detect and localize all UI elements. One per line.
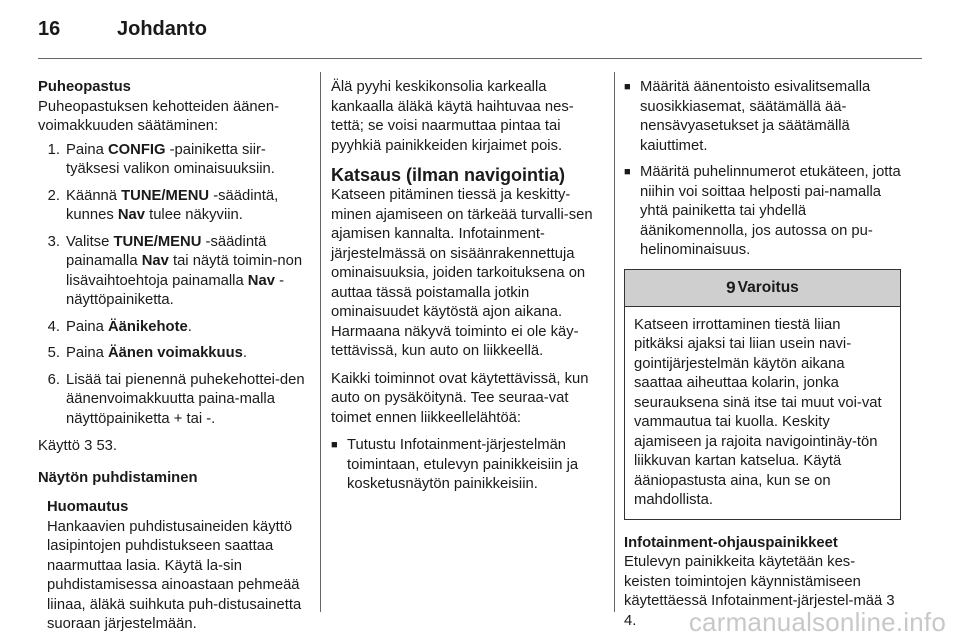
bullet-list [331,436,604,495]
bullet-icon: ■ [624,166,631,178]
page-title: Johdanto [117,18,207,40]
list-item: 4. Paina Äänikehote. [47,318,192,335]
column-2 [331,78,604,503]
header-rule [38,58,922,59]
paragraph: Älä pyyhi keskikonsolia karkealla kankaalla äläkä käytä haihtuvaa nes-tettä; se voisi naarmuttaa pintaa tai pyyhkiä painikkeiden kirjaimet pois. [331,79,574,154]
intro-paragraph: Puheopastuksen kehotteiden äänen-voimakkuuden säätäminen: [38,98,280,134]
ref-arrow-icon: 3 [886,593,895,609]
column-1 [38,78,310,643]
paragraph: Katseen pitäminen tiessä ja keskitty-minen ajamiseen on tärkeää turvalli-sen ajamisen kannalta. Infotainment-järjestelmässä on sisäänrakennettuja ominaisuuksia, joiden tarkoituksena on auttaa tässä poistamalla jotkin ominaisuudet käytöstä ajon aikana. Harmaana näkyvä toiminto ei ole käy-tettävissä, kun auto on liikkeellä. [331,187,593,359]
watermark: carmanualsonline.info [688,607,946,637]
list-item: ■ Tutustu Infotainment-järjestelmän toimintaan, etulevyn painikkeisiin ja kosketusnäytön painikkeisiin. [331,436,604,495]
column-divider [614,72,615,612]
list-item: ■ Määritä äänentoisto esivalitsemalla suosikkiasemat, säätämällä ää-nensävyasetukset ja säätämällä kaiuttimet. [624,78,901,156]
list-item: 1. Paina CONFIG -painiketta siir-tyäksesi valikon ominaisuuksiin. [47,141,275,177]
bullet-list [624,78,901,261]
page-number: 16 [38,18,61,40]
warning-title: Varoitus [737,278,799,296]
controls-paragraph: Etulevyn painikkeita käytetään kes-keisten toimintojen käynnistämiseen käytettäessä Infotainment-järjestel-mää 3 4. [624,554,895,629]
list-item: 5. Paina Äänen voimakkuus. [47,345,247,361]
column-divider [320,72,321,612]
note-text: Hankaavien puhdistusaineiden käyttö lasipintojen puhdistukseen saattaa naarmuttaa lasia. Käytä la-sin puhdistamisessa ainoastaan pehmeää liinaa, äläkä suihkuta puh-distusainetta suoraan järjestelmään. [47,518,302,632]
steps-list [38,141,310,430]
note-block [38,498,310,635]
column-3 [624,78,901,639]
section-heading-puheopastus: Puheopastus [38,79,131,95]
list-item: 2. Käännä TUNE/MENU -säädintä, kunnes Nav tulee näkyviin. [47,187,279,223]
warning-text: Katseen irrottaminen tiestä liian pitkäksi ajaksi tai liian usein navi-gointijärjestelmän käytön aikana saattaa aiheuttaa kolarin, jonka seurauksena sinä itse tai muut voi-vat vammautua tai kuolla. Keskity ajamiseen ja rajoita navigointinäy-tön liikkuvan kartan katselua. Käytä ääniopastusta aina, kun se on mahdollista. [634,316,882,508]
warning-header [625,270,900,307]
paragraph: Kaikki toiminnot ovat käytettävissä, kun auto on pysäköitynä. Tee seuraa-vat toimet ennen liikkeellelähtöä: [331,370,589,426]
cross-reference[interactable]: Käyttö 3 53. [38,438,118,454]
list-item: 3. Valitse TUNE/MENU -säädintä painamalla Nav tai näytä toimin-non lisävaihtoehtoja painamalla Nav -näyttöpainiketta. [47,233,303,308]
list-item: 6. Lisää tai pienennä puhekehottei-den äänenvoimakkuutta paina-malla näyttöpainiketta + tai -. [47,371,305,427]
section-heading-cleaning: Näytön puhdistaminen [38,469,198,486]
warning-box [624,269,901,520]
warning-icon: 9 [726,277,736,297]
list-item: ■ Määritä puhelinnumerot etukäteen, jotta niihin voi soittaa helposti pai-namalla yhtä painiketta tai yhdellä äänikomennolla, jos autossa on pu-helinominaisuus. [624,163,901,261]
bullet-icon: ■ [624,81,631,93]
cross-reference[interactable]: 4. [624,612,637,629]
section-heading-overview: Katsaus (ilman navigointia) [331,165,566,185]
bullet-icon: ■ [331,439,338,451]
note-heading: Huomautus [47,499,129,515]
section-heading-controls: Infotainment-ohjauspainikkeet [624,534,838,551]
ref-arrow-icon: 3 [84,438,93,454]
